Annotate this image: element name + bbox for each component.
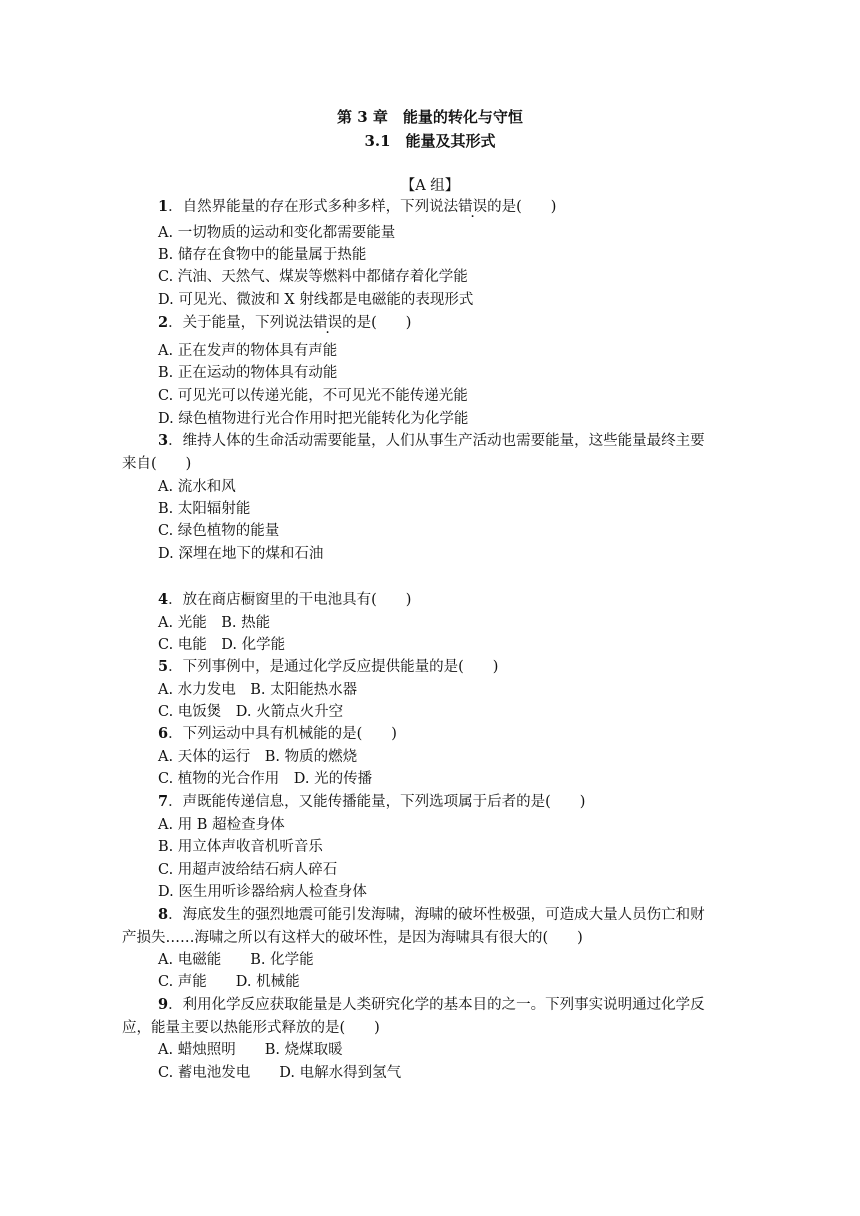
option: A. 流水和风: [158, 479, 236, 495]
question-text: ．下列事例中，是通过化学反应提供能量的是( ): [168, 659, 499, 675]
question-6: [122, 723, 732, 746]
option: D. 绿色植物进行光合作用时把光能转化为化学能: [158, 411, 469, 427]
option: C. 电能 D. 化学能: [158, 637, 286, 653]
question-text: ．海底发生的强烈地震可能引发海啸，海啸的破坏性极强，可造成大量人员伤亡和财: [168, 907, 705, 923]
option: B. 用立体声收音机听音乐: [158, 839, 323, 855]
question-number: 8: [158, 906, 169, 923]
question-9: [122, 994, 732, 1039]
option: C. 蓄电池发电 D. 电解水得到氢气: [158, 1065, 402, 1081]
group-label: 【A 组】: [400, 178, 460, 194]
option: C. 用超声波给结石病人碎石: [158, 862, 338, 878]
option: A. 蜡烛照明 B. 烧煤取暖: [158, 1042, 343, 1058]
option: C. 电饭煲 D. 火箭点火升空: [158, 704, 344, 720]
option: C. 声能 D. 机械能: [158, 974, 300, 990]
option: D. 医生用听诊器给病人检查身体: [158, 884, 367, 900]
option: D. 深埋在地下的煤和石油: [158, 546, 324, 562]
question-text: 的是( ): [342, 315, 412, 331]
option: D. 可见光、微波和 X 射线都是电磁能的表现形式: [158, 292, 474, 308]
emphasis-text: 错误: [458, 199, 488, 215]
question-1: [122, 196, 732, 219]
question-text: ．下列运动中具有机械能的是( ): [168, 726, 397, 742]
option: C. 植物的光合作用 D. 光的传播: [158, 771, 373, 787]
chapter-title: 第 3 章 能量的转化与守恒: [337, 108, 523, 126]
option: A. 正在发声的物体具有声能: [158, 343, 338, 359]
question-text: ．关于能量，下列说法: [168, 315, 314, 331]
question-number: 1: [158, 198, 169, 215]
question-text: ．放在商店橱窗里的干电池具有( ): [168, 592, 412, 608]
emphasis-text: 错误: [313, 315, 343, 331]
section-title: 3.1 能量及其形式: [364, 132, 496, 150]
option: B. 太阳辐射能: [158, 501, 251, 517]
option: C. 汽油、天然气、煤炭等燃料中都储存着化学能: [158, 269, 468, 285]
question-text: 来自( ): [122, 455, 192, 472]
question-text: 应，能量主要以热能形式释放的是( ): [122, 1019, 380, 1036]
question-text: ．维持人体的生命活动需要能量，人们从事生产活动也需要能量，这些能量最终主要: [168, 433, 705, 449]
question-number: 2: [158, 314, 169, 331]
option: B. 储存在食物中的能量属于热能: [158, 247, 367, 263]
option: A. 天体的运行 B. 物质的燃烧: [158, 749, 358, 765]
question-text: ．自然界能量的存在形式多种多样，下列说法: [168, 199, 459, 215]
question-3: [122, 430, 732, 475]
question-text: ．声既能传递信息，又能传播能量，下列选项属于后者的是( ): [168, 794, 586, 810]
option: B. 正在运动的物体具有动能: [158, 365, 338, 381]
question-number: 3: [158, 432, 169, 449]
option: A. 一切物质的运动和变化都需要能量: [158, 225, 396, 241]
question-text: 的是( ): [487, 199, 557, 215]
question-number: 7: [158, 793, 169, 810]
question-4: [122, 589, 732, 612]
question-7: [122, 791, 732, 814]
option: A. 水力发电 B. 太阳能热水器: [158, 682, 358, 698]
option: C. 绿色植物的能量: [158, 523, 280, 539]
question-number: 6: [158, 725, 169, 742]
option: A. 用 B 超检查身体: [158, 817, 285, 833]
question-2: [122, 312, 732, 335]
option: C. 可见光可以传递光能，不可见光不能传递光能: [158, 388, 468, 404]
option: A. 光能 B. 热能: [158, 615, 271, 631]
question-text: 产损失……海啸之所以有这样大的破坏性，是因为海啸具有很大的( ): [122, 929, 583, 946]
question-5: [122, 656, 732, 679]
question-number: 9: [158, 996, 169, 1013]
option: A. 电磁能 B. 化学能: [158, 952, 314, 968]
question-text: ．利用化学反应获取能量是人类研究化学的基本目的之一。下列事实说明通过化学反: [168, 997, 705, 1013]
question-number: 4: [158, 591, 169, 608]
question-number: 5: [158, 658, 169, 675]
question-8: [122, 904, 732, 949]
